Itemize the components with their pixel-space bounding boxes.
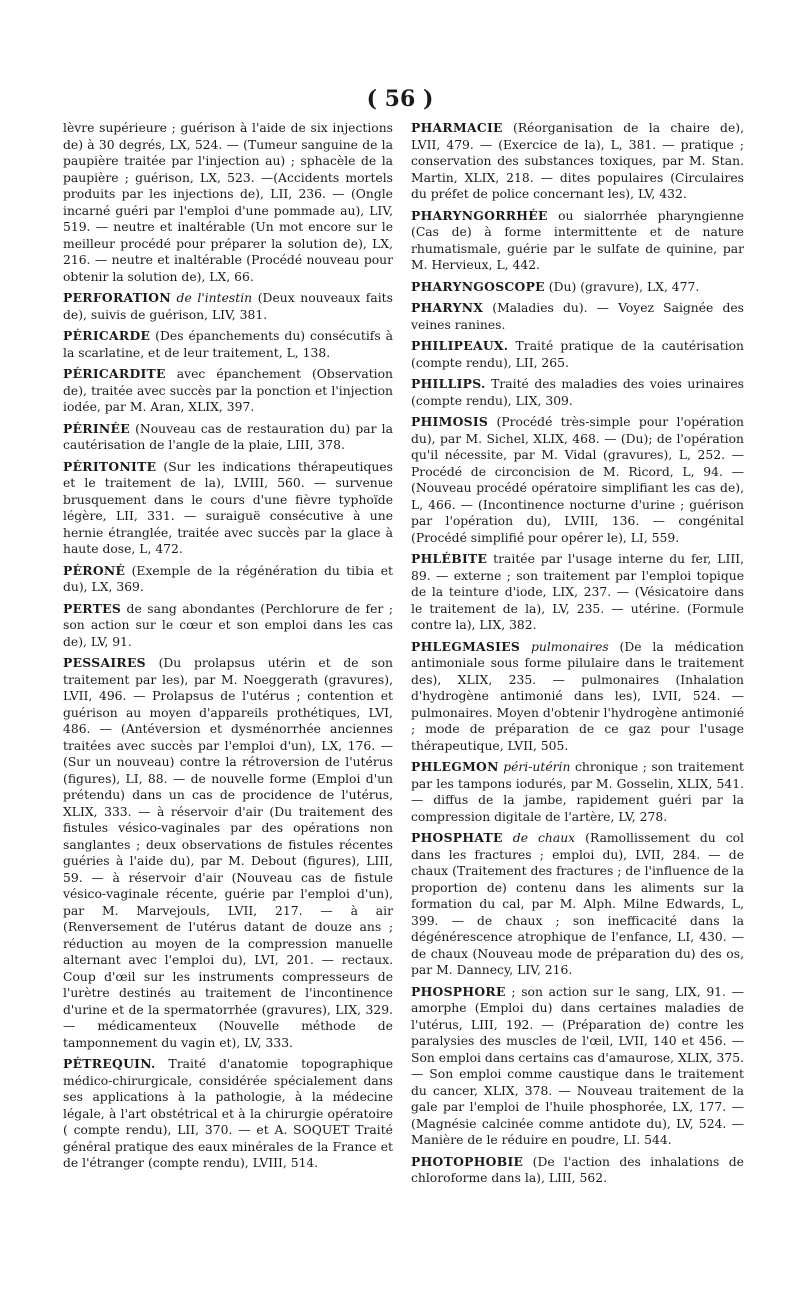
entry-text: avec épanchement (Observation de), traitée avec succès par la ponction et l'injection iodée, par M. Aran, XLIX, 397. (63, 367, 393, 414)
entry-headword: PHARYNX (411, 300, 484, 315)
index-entry (411, 414, 744, 546)
index-entry (411, 984, 744, 1149)
entry-text: (Réorganisation de la chaire de), LVII, 479. — (Exercice de la), L, 381. — pratique ; conservation des substances toxiques, par M. Stan. Martin, XLIX, 218. — dites populaires (Circulaires du préfet de police concernant les), LV, 432. (411, 121, 744, 201)
entry-headword: PERFORATION (63, 290, 171, 305)
left-column (63, 120, 393, 1177)
index-entry (63, 1056, 393, 1172)
index-entry (411, 551, 744, 634)
entry-text: (Nouveau cas de restauration du) par la cautérisation de l'angle de la plaie, LIII, 378. (63, 421, 393, 452)
entry-text: (Du prolapsus utérin et de son traitement par les), par M. Noeggerath (gravures), LVII, 496. — Prolapsus de l'utérus ; contention et guérison au moyen d'appareils prothétiques, LVI, 486. — (Antéversion et dysménorrhée anciennes traitées avec succès par l'emploi d'un), LX, 176. — (Sur un nouveau) contre la rétroversion de l'utérus (figures), LI, 88. — de nouvelle forme (Emploi d'un prétendu) dans un cas de procidence de l'utérus, XLIX, 333. — à réservoir d'air (Du traitement des fistules vésico-vaginales par des opérations non sanglantes ; deux observations de fistules récentes guéries à l'aide du), par M. Debout (figures), LIII, 59. — à réservoir d'air (Nouveau cas de fistule vésico-vaginale récente, guérie par l'emploi d'un), par M. Marvejouls, LVII, 217. — à air (Renversement de l'utérus datant de douze ans ; réduction au moyen de la compression manuelle alternant avec l'emploi du), LVI, 201. — rectaux. Coup d'œil sur les instruments compresseurs de l'urètre destinés au traitement de l'incontinence d'urine et de la spermatorrhée (gravures), LIX, 329. — médicamenteux (Nouvelle méthode de tamponnement du vagin et), LV, 333. (63, 656, 393, 1050)
index-entry (63, 601, 393, 651)
entry-text: (Du) (gravure), LX, 477. (544, 279, 700, 294)
entry-text: (Deux nouveaux faits de), suivis de guérison, LIV, 381. (63, 291, 393, 322)
entry-headword: PHLEGMASIES (411, 638, 521, 654)
right-column (411, 120, 744, 1192)
entry-headword: PESSAIRES (63, 655, 146, 670)
index-entry (63, 421, 393, 454)
index-entry (411, 300, 744, 333)
entry-text: (Ramollissement du col dans les fractures ; emploi du), LVII, 284. — de chaux (Traitement des fractures ; de l'influence de la proportion de) contenu dans les aliments sur la formation du cal, par M. Alph. Milne Edwards, L, 399. — de chaux ; son inefficacité dans la dégénérescence atrophique de l'enfance, LI, 430. — de chaux (Nouveau mode de préparation du) des os, par M. Dannecy, LIV, 216. (411, 831, 744, 977)
entry-text: (Des épanchements du) consécutifs à la scarlatine, et de leur traitement, L, 138. (63, 329, 393, 360)
page-number: ( 56 ) (366, 86, 434, 112)
entry-headword: PERTES (63, 600, 122, 616)
entry-headword: PÉRONÉ (63, 562, 126, 578)
index-entry (411, 376, 744, 409)
index-entry (63, 120, 393, 285)
entry-headword-qualifier: péri-utérin (498, 760, 571, 774)
entry-text: de sang abondantes (Perchlorure de fer ; son action sur le cœur et son emploi dans les cas de), LV, 91. (63, 601, 393, 649)
entry-text: (Procédé très-simple pour l'opération du), par M. Sichel, XLIX, 468. — (Du); de l'opération qu'il nécessite, par M. Vidal (gravures), L, 252. — Procédé de circoncision de M. Ricord, L, 94. — (Nouveau procédé opératoire simplifiant les cas de), L, 466. — (Incontinence nocturne d'urine ; guérison par l'opération du), LVIII, 136. — congénital (Procédé simplifié pour opérer le), LI, 559. (411, 415, 744, 545)
index-entry (411, 639, 744, 755)
entry-headword: PHARMACIE (411, 120, 503, 135)
entry-headword: PHLÉBITE (411, 551, 488, 566)
entry-headword: PÉRICARDE (63, 328, 151, 343)
index-entry (411, 208, 744, 274)
index-entry (63, 328, 393, 361)
index-entry (63, 290, 393, 323)
entry-headword: PÉRINÉE (63, 420, 130, 436)
index-entry (63, 459, 393, 558)
entry-headword: PÉTREQUIN. (63, 1056, 156, 1071)
index-entry (63, 655, 393, 1051)
entry-headword: PHIMOSIS (411, 414, 489, 429)
entry-text: Traité des maladies des voies urinaires (compte rendu), LIX, 309. (411, 377, 744, 408)
index-entry (63, 366, 393, 416)
index-entry (411, 279, 744, 296)
entry-text: ou sialorrhée pharyngienne (Cas de) à forme intermittente et de nature rhumatismale, guérie par le sulfate de quinine, par M. Hervieux, L, 442. (411, 208, 744, 272)
index-entry (411, 120, 744, 203)
entry-headword: PHLEGMON (411, 759, 499, 774)
entry-headword: PHOTOPHOBIE (411, 1153, 524, 1169)
index-entry (63, 563, 393, 596)
index-entry (411, 759, 744, 825)
entry-text: (De la médication antimoniale sous forme pilulaire dans le traitement des), XLIX, 235. — pulmonaires (Inhalation d'hydrogène antimonié dans les), LVII, 524. — pulmonaires. Moyen d'obtenir l'hydrogène antimonié ; mode de préparation de ce gaz pour l'usage thérapeutique, LVII, 505. (411, 639, 744, 753)
index-entry (411, 1154, 744, 1187)
entry-text: (Exemple de la régénération du tibia et du), LX, 369. (63, 563, 393, 594)
entry-text: ; son action sur le sang, LIX, 91. — amorphe (Emploi du) dans certaines maladies de l'utérus, LIII, 192. — (Préparation de) contre les paralysies des muscles de l'œil, LVII, 140 et 456. — Son emploi dans certains cas d'amaurose, XLIX, 375. — Son emploi comme caustique dans le traitement du cancer, XLIX, 378. — Nouveau traitement de la gale par l'emploi de l'huile phosphorée, LX, 177. — (Magnésie calcinée comme antidote du), LV, 524. — Manière de le réduire en poudre, LI. 544. (411, 984, 744, 1147)
entry-headword-qualifier: de chaux (502, 831, 576, 845)
entry-text: chronique ; son traitement par les tampons iodurés, par M. Gosselin, XLIX, 541. — diffus de la jambe, rapidement guéri par la compression digitale de l'artère, LV, 278. (411, 760, 744, 824)
entry-headword: PHOSPHORE (411, 983, 506, 999)
entry-headword-qualifier: pulmonaires (520, 639, 609, 654)
entry-text: (De l'action des inhalations de chloroforme dans la), LIII, 562. (411, 1154, 744, 1185)
entry-text: Traité pratique de la cautérisation (compte rendu), LII, 265. (411, 339, 744, 370)
entry-headword: PHILLIPS. (411, 376, 486, 391)
index-entry (411, 830, 744, 979)
entry-text: Traité d'anatomie topographique médico-chirurgicale, considérée spécialement dans ses applications à la pathologie, à la médecine légale, à l'art obstétrical et à la chirurgie opératoire ( compte rendu), LII, 370. — et A. SOQUET Traité général pratique des eaux minérales de la France et de l'étranger (compte rendu), LVIII, 514. (63, 1057, 393, 1170)
entry-headword: PÉRITONITE (63, 458, 157, 474)
entry-text: (Maladies du). — Voyez Saignée des veines ranines. (411, 301, 744, 332)
entry-headword: PHILIPEAUX. (411, 338, 509, 353)
entry-headword: PHOSPHATE (411, 830, 503, 845)
entry-headword: PHARYNGOSCOPE (411, 278, 545, 294)
entry-text: lèvre supérieure ; guérison à l'aide de six injections de) à 30 degrés, LX, 524. — (Tumeur sanguine de la paupière traitée par l'injection au) ; sphacèle de la paupière ; guérison, LX, 523. —(Accidents mortels produits par les injections de), LII, 236. — (Ongle incarné guéri par l'emploi d'une pommade au), LIV, 519. — neutre et inaltérable (Un mot encore sur le meilleur procédé pour préparer la solution de), LX, 216. — neutre et inaltérable (Procédé nouveau pour obtenir la solution de), LX, 66. (63, 121, 393, 284)
index-entry (411, 338, 744, 371)
entry-headword: PÉRICARDITE (63, 366, 166, 381)
entry-text: traitée par l'usage interne du fer, LIII, 89. — externe ; son traitement par l'emploi topique de la teinture d'iode, LIX, 237. — (Vésicatoire dans le traitement de la), LV, 235. — utérine. (Formule contre la), LIX, 382. (411, 552, 744, 632)
entry-headword-qualifier: de l'intestin (170, 291, 253, 305)
entry-text: (Sur les indications thérapeutiques et le traitement de la), LVIII, 560. — survenue brusquement dans le cours d'une fièvre typhoïde légère, LII, 331. — suraiguë consécutive à une hernie étranglée, traitée avec succès par la glace à haute dose, L, 472. (63, 459, 393, 556)
entry-headword: PHARYNGORRHÉE (411, 207, 548, 223)
